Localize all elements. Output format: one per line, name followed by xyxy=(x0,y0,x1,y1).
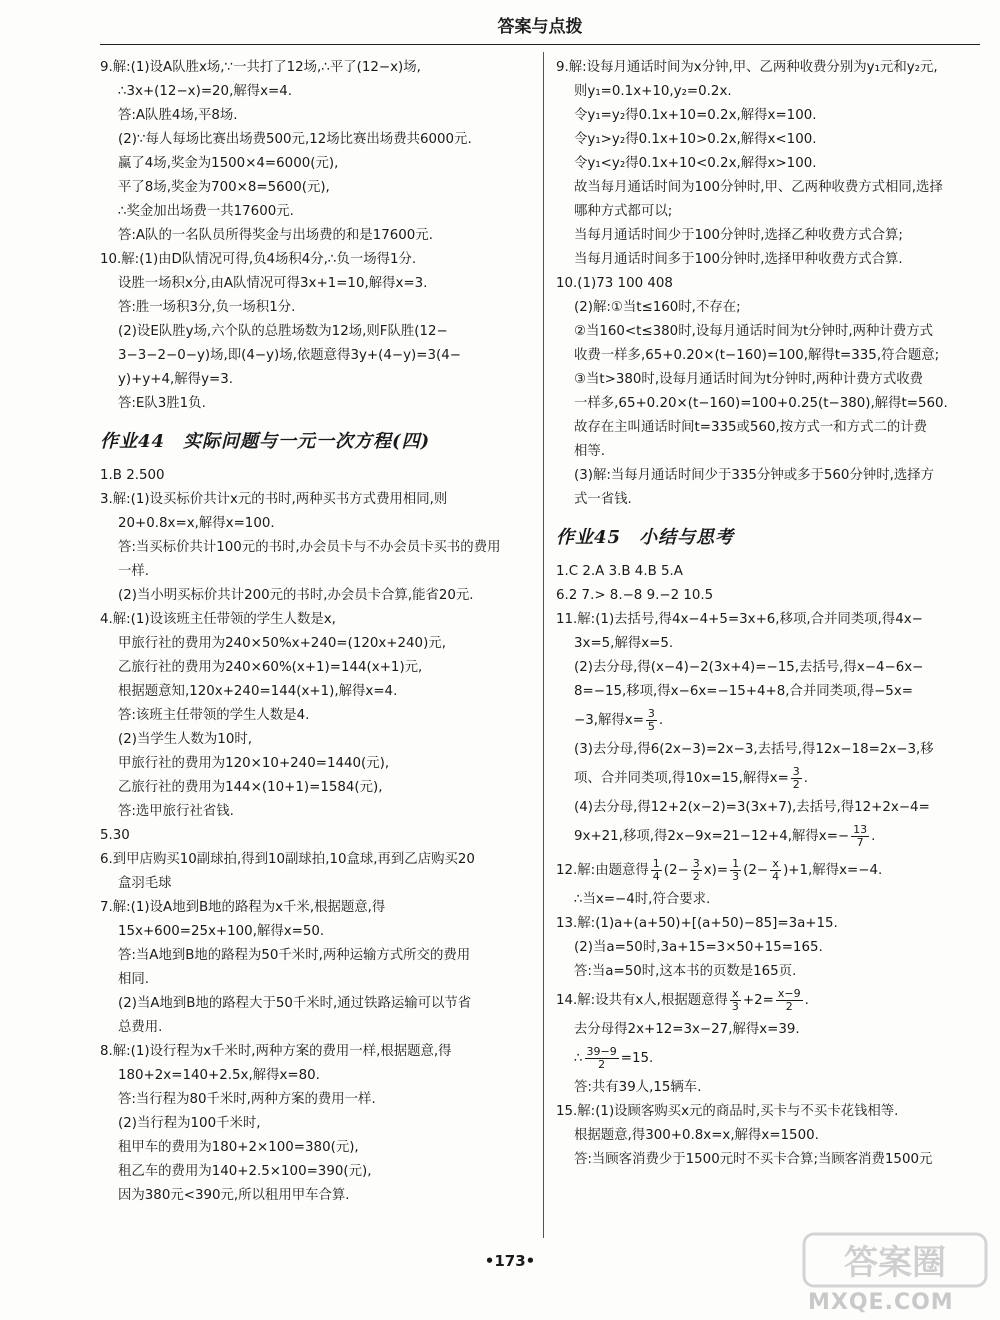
fraction-denominator: 4 xyxy=(652,869,660,883)
page-number: •173• xyxy=(484,1252,536,1270)
fraction xyxy=(851,824,869,849)
text-line: (2)当小明买标价共计200元的书时,办会员卡合算,能省20元. xyxy=(118,588,474,603)
text-line: 10.解:(1)由D队情况可得,负4场积4分,∴负一场得1分. xyxy=(100,252,417,267)
fraction xyxy=(770,858,781,883)
text-line-fraction xyxy=(556,1042,984,1076)
section-title: 小结与思考 xyxy=(639,527,735,548)
text-line: 根据题意,得300+0.8x=x,解得x=1500. xyxy=(574,1128,819,1143)
fraction-denominator: 3 xyxy=(732,869,740,883)
text-line: 8=−15,移项,得x−6x=−15+4+8,合并同类项,得−5x= xyxy=(574,684,913,699)
text-line: 故存在主叫通话时间t=335或560,按方式一和方式二的计费 xyxy=(574,420,928,435)
text-line: 答:胜一场积3分,负一场积1分. xyxy=(118,300,296,315)
text-line: ③当t>380时,设每月通话时间为t分钟时,两种计费方式收费 xyxy=(574,372,923,387)
text-line: 一样多,65+0.20×(t−160)=100+0.25(t−380),解得t=560. xyxy=(574,396,948,411)
text-line: 8.解:(1)设行程为x千米时,两种方案的费用一样,根据题意,得 xyxy=(100,1044,452,1059)
text-line: 租乙车的费用为140+2.5×100=390(元), xyxy=(118,1164,372,1179)
text-line: y)+y+4,解得y=3. xyxy=(118,372,233,387)
fraction-numerator: 3 xyxy=(792,764,800,778)
text-line: 令y₁=y₂得0.1x+10=0.2x,解得x=100. xyxy=(574,108,817,123)
text-line: (3)解:当每月通话时间少于335分钟或多于560分钟时,选择方 xyxy=(574,468,935,483)
text-line-fraction: −3,解得x= $\frac{3}{5}$ . xyxy=(574,706,664,733)
fraction-denominator: 3 xyxy=(731,999,739,1013)
text-line: 则y₁=0.1x+10,y₂=0.2x. xyxy=(574,84,732,99)
text-span: 9x+21,移项,得2x−9x=21−12+4,解得x=− xyxy=(574,829,850,844)
fraction-numerator: 1 xyxy=(652,856,660,870)
text-line: 20+0.8x=x,解得x=100. xyxy=(118,516,275,531)
text-line: 答:当a=50时,这本书的页数是165页. xyxy=(574,964,797,979)
text-line: 哪种方式都可以; xyxy=(574,204,673,219)
fraction xyxy=(651,858,662,883)
text-line: 收费一样多,65+0.20×(t−160)=100,解得t=335,符合题意; xyxy=(574,348,940,363)
fraction-numerator: x xyxy=(770,858,781,871)
text-line: 6.2 7.> 8.−8 9.−2 10.5 xyxy=(556,588,714,603)
text-line: (2)∵每人每场比赛出场费500元,12场比赛出场费共6000元. xyxy=(118,132,472,147)
text-line: 设胜一场积x分,由A队情况可得3x+1=10,解得x=3. xyxy=(118,276,428,291)
text-line: 租甲车的费用为180+2×100=380(元), xyxy=(118,1140,359,1155)
fraction-numerator: 13 xyxy=(853,822,868,836)
fraction-denominator: 2 xyxy=(598,1057,606,1071)
right-column xyxy=(556,56,984,1172)
text-line: 1.C 2.A 3.B 4.B 5.A xyxy=(556,564,683,579)
text-line: 甲旅行社的费用为240×50%x+240=(120x+240)元, xyxy=(118,636,446,651)
text-line: 3.解:(1)设买标价共计x元的书时,两种买书方式费用相同,则 xyxy=(100,492,448,507)
text-line: ∴奖金加出场费一共17600元. xyxy=(118,204,294,219)
text-span: . xyxy=(804,993,809,1008)
text-span: 14.解:设共有x人,根据题意得 xyxy=(556,993,728,1008)
text-span: +2= xyxy=(742,993,774,1008)
text-line: 令y₁<y₂得0.1x+10<0.2x,解得x>100. xyxy=(574,156,817,171)
fraction-denominator: 5 xyxy=(647,719,655,733)
text-line: 甲旅行社的费用为120×10+240=1440(元), xyxy=(118,756,390,771)
text-line: 相同. xyxy=(118,972,150,987)
text-line: 15x+600=25x+100,解得x=50. xyxy=(118,924,325,939)
text-line: 答:当顾客消费少于1500元时不买卡合算;当顾客消费1500元 xyxy=(574,1152,933,1167)
text-line: 答:选甲旅行社省钱. xyxy=(118,804,234,819)
text-span: x)= xyxy=(703,863,729,878)
fraction xyxy=(730,858,741,883)
text-line: 6.到甲店购买10副球拍,得到10副球拍,10盒球,再到乙店购买20 xyxy=(100,852,475,867)
text-line: 13.解:(1)a+(a+50)+[(a+50)−85]=3a+15. xyxy=(556,916,838,931)
text-line: 答:A队的一名队员所得奖金与出场费的和是17600元. xyxy=(118,228,433,243)
text-line: 令y₁>y₂得0.1x+10>0.2x,解得x<100. xyxy=(574,132,817,147)
fraction-denominator: 4 xyxy=(772,869,780,883)
section-heading-45 xyxy=(556,526,984,550)
text-line: 9.解:设每月通话时间为x分钟,甲、乙两种收费分别为y₁元和y₂元, xyxy=(556,60,938,75)
text-span: )+1,解得x=−4. xyxy=(783,863,883,878)
fraction-denominator: 2 xyxy=(792,777,800,791)
text-span: (2− xyxy=(663,863,689,878)
text-line: (2)当学生人数为10时, xyxy=(118,732,252,747)
text-line: 乙旅行社的费用为240×60%(x+1)=144(x+1)元, xyxy=(118,660,423,675)
page-header: 答案与点拨 xyxy=(497,17,583,37)
text-span: −3,解得x= xyxy=(574,713,644,728)
text-span: =15. xyxy=(620,1051,654,1066)
fraction-denominator: 7 xyxy=(856,835,864,849)
text-line: 答:当买标价共计100元的书时,办会员卡与不办会员卡买书的费用 xyxy=(118,540,501,555)
text-line: (3)去分母,得6(2x−3)=2x−3,去括号,得12x−18=2x−3,移 xyxy=(574,742,934,757)
text-line: 1.B 2.500 xyxy=(100,468,165,483)
text-line: 当每月通话时间多于100分钟时,选择甲种收费方式合算. xyxy=(574,252,903,267)
fraction-denominator: 2 xyxy=(785,999,793,1013)
text-line: 去分母得2x+12=3x−27,解得x=39. xyxy=(574,1022,800,1037)
column-divider xyxy=(543,52,544,1238)
text-line: 答:该班主任带领的学生人数是4. xyxy=(118,708,310,723)
text-line: 故当每月通话时间为100分钟时,甲、乙两种收费方式相同,选择 xyxy=(574,180,943,195)
text-span: 12.解:由题意得 xyxy=(556,863,649,878)
text-line-fraction: 9x+21,移项,得2x−9x=21−12+4,解得x=− $\frac{13}{7}$ . xyxy=(574,822,876,849)
text-line: 答:E队3胜1负. xyxy=(118,396,206,411)
text-line: (2)解:①当t≤160时,不存在; xyxy=(574,300,741,315)
fraction xyxy=(791,766,802,791)
text-line: 11.解:(1)去括号,得4x−4+5=3x+6,移项,合并同类项,得4x− xyxy=(556,612,923,627)
text-line: 7.解:(1)设A地到B地的路程为x千米,根据题意,得 xyxy=(100,900,386,915)
watermark-site: MXQE.COM xyxy=(808,1290,954,1315)
text-line: 答:共有39人,15辆车. xyxy=(574,1080,702,1095)
text-line: 180+2x=140+2.5x,解得x=80. xyxy=(118,1068,320,1083)
fraction-numerator: 1 xyxy=(732,856,740,870)
text-line: 15.解:(1)设顾客购买x元的商品时,买卡与不买卡花钱相等. xyxy=(556,1104,899,1119)
text-line: 10.(1)73 100 408 xyxy=(556,276,673,291)
fraction xyxy=(585,1046,619,1071)
section-number: 作业45 xyxy=(556,527,622,548)
text-line: ∴3x+(12−x)=20,解得x=4. xyxy=(118,84,293,99)
fraction-denominator: 2 xyxy=(692,869,700,883)
fraction xyxy=(730,988,741,1013)
text-line: (2)当A地到B地的路程大于50千米时,通过铁路运输可以节省 xyxy=(118,996,472,1011)
watermark-title: 答案圈 xyxy=(844,1243,946,1283)
fraction-numerator: 3 xyxy=(692,856,700,870)
section-heading-44 xyxy=(100,430,532,454)
text-line: 平了8场,奖金为700×8=5600(元), xyxy=(118,180,330,195)
text-line: 4.解:(1)设该班主任带领的学生人数是x, xyxy=(100,612,336,627)
text-line: 相等. xyxy=(574,444,606,459)
text-line-fraction xyxy=(556,854,984,888)
text-line: 一样. xyxy=(118,564,150,579)
text-span: (2− xyxy=(743,863,769,878)
text-line: 因为380元<390元,所以租用甲车合算. xyxy=(118,1188,350,1203)
text-line: 9.解:(1)设A队胜x场,∵一共打了12场,∴平了(12−x)场, xyxy=(100,60,421,75)
text-line: 乙旅行社的费用为144×(10+1)=1584(元), xyxy=(118,780,383,795)
text-line: 根据题意知,120x+240=144(x+1),解得x=4. xyxy=(118,684,398,699)
text-line: 式一省钱. xyxy=(574,492,632,507)
text-line: (4)去分母,得12+2(x−2)=3(3x+7),去括号,得12+2x−4= xyxy=(574,800,930,815)
fraction xyxy=(691,858,702,883)
section-title: 实际问题与一元一次方程(四) xyxy=(183,431,431,452)
text-line-fraction xyxy=(556,984,984,1018)
text-line: (2)设E队胜y场,六个队的总胜场数为12场,则F队胜(12− xyxy=(118,324,448,339)
text-line: 3x=5,解得x=5. xyxy=(574,636,674,651)
fraction xyxy=(646,708,657,733)
text-line: 答:当行程为80千米时,两种方案的费用一样. xyxy=(118,1092,376,1107)
text-line: 答:A队胜4场,平8场. xyxy=(118,108,238,123)
text-line: (2)当行程为100千米时, xyxy=(118,1116,261,1131)
text-line: 赢了4场,奖金为1500×4=6000(元), xyxy=(118,156,339,171)
text-line: (2)去分母,得(x−4)−2(3x+4)=−15,去括号,得x−4−6x− xyxy=(574,660,924,675)
text-line: (2)当a=50时,3a+15=3×50+15=165. xyxy=(574,940,823,955)
text-line: 3−3−2−0−y)场,即(4−y)场,依题意得3y+(4−y)=3(4− xyxy=(118,348,461,363)
fraction-numerator: 3 xyxy=(647,706,655,720)
text-line-fraction: 项、合并同类项,得10x=15,解得x= $\frac{3}{2}$ . xyxy=(574,764,809,791)
left-column xyxy=(100,56,532,1208)
fraction-numerator: 39−9 xyxy=(586,1044,617,1058)
text-line: 5.30 xyxy=(100,828,130,843)
text-line: ∴当x=−4时,符合要求. xyxy=(574,892,711,907)
fraction-numerator: x xyxy=(730,988,741,1001)
text-line: 答:当A地到B地的路程为50千米时,两种运输方式所交的费用 xyxy=(118,948,471,963)
text-line: 总费用. xyxy=(118,1020,163,1035)
text-span: 项、合并同类项,得10x=15,解得x= xyxy=(574,771,789,786)
header-rule xyxy=(100,44,980,45)
text-line: ②当160<t≤380时,设每月通话时间为t分钟时,两种计费方式 xyxy=(574,324,933,339)
text-line: 盒羽毛球 xyxy=(118,876,172,891)
text-span: ∴ xyxy=(574,1051,583,1066)
fraction-numerator: x−9 xyxy=(777,986,801,1000)
section-number: 作业44 xyxy=(100,431,166,452)
text-line: 当每月通话时间少于100分钟时,选择乙种收费方式合算; xyxy=(574,228,903,243)
fraction xyxy=(776,988,803,1013)
